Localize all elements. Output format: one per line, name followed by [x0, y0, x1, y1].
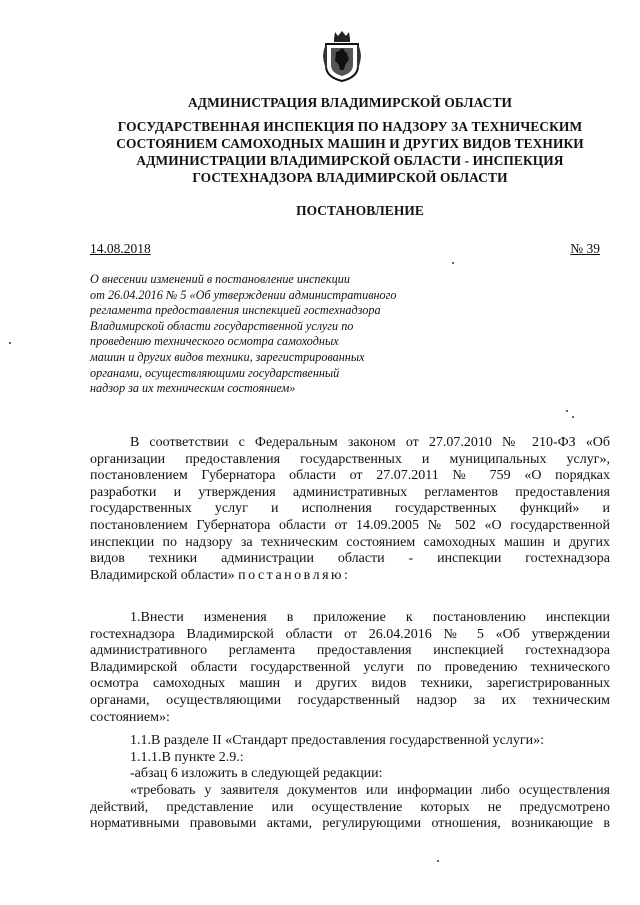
- paragraph-line: постановлением Губернатора области от 27.07.2011 № 759 «О порядках: [90, 468, 610, 484]
- scan-speck: [566, 410, 568, 412]
- document-date: 14.08.2018: [90, 241, 151, 256]
- paragraph-line: органами, осуществляющими государственный надзор за их техническим: [90, 692, 610, 708]
- subject-line: надзор за их техническим состоянием»: [90, 381, 296, 396]
- paragraph-line: разработки и утверждения административных регламентов предоставления: [90, 484, 610, 500]
- subject-line: органами, осуществляющими государственный: [90, 365, 340, 380]
- paragraph-line: организации предоставления государственных и муниципальных услуг»,: [90, 451, 610, 467]
- scan-speck: [437, 860, 439, 862]
- paragraph-line: гостехнадзора Владимирской области от 26.04.2016 № 5 «Об утверждении: [90, 626, 610, 642]
- subject-line: машин и других видов техники, зарегистрированных: [90, 349, 365, 364]
- resolution-word: постановляю:: [238, 567, 351, 583]
- paragraph-line: Владимирской области государственной услуги по проведению технического: [90, 659, 610, 675]
- subject-line: проведению технического осмотра самоходных: [90, 334, 339, 349]
- paragraph-line: осмотра самоходных машин и других видов техники, зарегистрированных: [90, 676, 610, 692]
- scan-speck: [572, 416, 574, 418]
- subject-line: О внесении изменений в постановление инспекции: [90, 272, 350, 286]
- inspection-title-line: АДМИНИСТРАЦИИ ВЛАДИМИРСКОЙ ОБЛАСТИ - ИНСПЕКЦИЯ: [136, 153, 564, 168]
- quote-line: нормативными правовыми актами, регулирующими отношения, возникающие в: [90, 816, 610, 832]
- item-1-paragraph: [90, 610, 610, 726]
- paragraph-line: административного регламента предоставления инспекцией гостехнадзора: [90, 643, 610, 659]
- paragraph-line: видов техники администрации области - инспекции гостехнадзора: [90, 551, 610, 567]
- subject-line: регламента предоставления инспекцией гостехнадзора: [90, 303, 381, 318]
- document-number: № 39: [570, 241, 600, 256]
- paragraph-line: В соответствии с Федеральным законом от 27.07.2010 № 210-ФЗ «Об: [130, 435, 610, 450]
- paragraph-line: состоянием»:: [90, 709, 170, 725]
- subject-line: Владимирской области государственной услуги по: [90, 318, 354, 333]
- sub-item-line: -абзац 6 изложить в следующей редакции:: [130, 766, 383, 782]
- preamble-paragraph: [90, 435, 610, 584]
- sub-item-line: 1.1.1.В пункте 2.9.:: [130, 749, 244, 765]
- quote-line: действий, представление или осуществление которых не предусмотрено: [90, 799, 610, 815]
- paragraph-line: 1.Внести изменения в приложение к постановлению инспекции: [130, 610, 610, 625]
- paragraph-line: инспекции по надзору за техническим состоянием самоходных машин и других: [90, 534, 610, 550]
- inspection-title-line: ГОСТЕХНАДЗОРА ВЛАДИМИРСКОЙ ОБЛАСТИ: [192, 170, 508, 185]
- scan-speck: [9, 342, 11, 344]
- quoted-amendment: [90, 783, 610, 833]
- paragraph-line-text: Владимирской области»: [90, 567, 235, 583]
- paragraph-line: государственных услуг и исполнения государственных функций» и: [90, 501, 610, 517]
- vladimir-coat-of-arms-icon: [323, 30, 361, 82]
- paragraph-line: [90, 568, 610, 585]
- document-subject: [90, 272, 470, 397]
- inspection-title-line: ГОСУДАРСТВЕННАЯ ИНСПЕКЦИЯ ПО НАДЗОРУ ЗА ТЕХНИЧЕСКИМ: [117, 119, 583, 134]
- inspection-title-line: СОСТОЯНИЕМ САМОХОДНЫХ МАШИН И ДРУГИХ ВИДОВ ТЕХНИКИ: [116, 136, 584, 151]
- paragraph-line: постановлением Губернатора области от 14.09.2005 № 502 «О государственной: [90, 517, 610, 533]
- subject-line: от 26.04.2016 № 5 «Об утверждении административного: [90, 287, 397, 302]
- quote-line: «требовать у заявителя документов или информации либо осуществления: [130, 783, 610, 798]
- sub-items: [90, 733, 610, 783]
- administration-title: АДМИНИСТРАЦИЯ ВЛАДИМИРСКОЙ ОБЛАСТИ: [187, 95, 512, 110]
- document-type: ПОСТАНОВЛЕНИЕ: [296, 203, 424, 218]
- sub-item-line: 1.1.В разделе II «Стандарт предоставления государственной услуги»:: [130, 733, 544, 748]
- scan-speck: [452, 262, 454, 264]
